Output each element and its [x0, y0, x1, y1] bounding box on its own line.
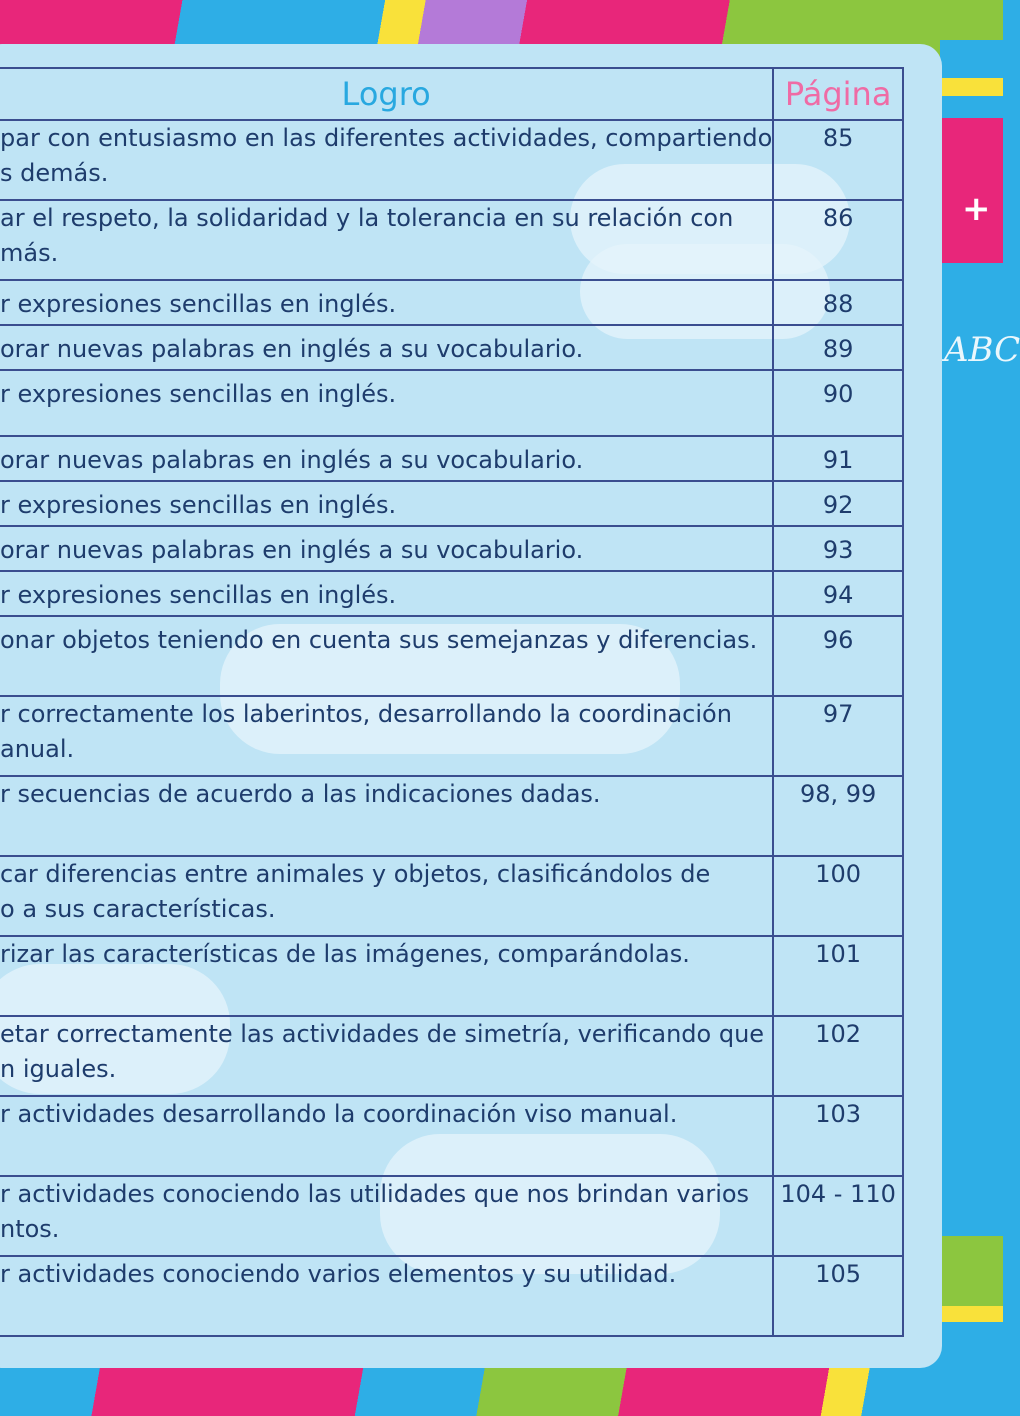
logro-cell: r secuencias de acuerdo a las indicaciones dadas.: [0, 776, 773, 856]
logro-cell: r actividades conociendo varios elementos y su utilidad.: [0, 1256, 773, 1336]
logro-cell: onar objetos teniendo en cuenta sus semejanzas y diferencias.: [0, 616, 773, 696]
logro-cell: r expresiones sencillas en inglés.: [0, 481, 773, 526]
table-row: [0, 120, 903, 200]
page-cell: 85: [773, 120, 903, 200]
table-row: [0, 280, 903, 325]
logro-cell: orar nuevas palabras en inglés a su vocabulario.: [0, 526, 773, 571]
table-row: [0, 1256, 903, 1336]
logro-cell: r actividades desarrollando la coordinación viso manual.: [0, 1096, 773, 1176]
page-cell: 86: [773, 200, 903, 280]
table-row: [0, 571, 903, 616]
logro-cell: par con entusiasmo en las diferentes actividades, compartiendo s demás.: [0, 120, 773, 200]
logro-cell: r expresiones sencillas en inglés.: [0, 571, 773, 616]
logro-cell: r expresiones sencillas en inglés.: [0, 370, 773, 436]
page-cell: 98, 99: [773, 776, 903, 856]
page-cell: 103: [773, 1096, 903, 1176]
abc-doodle-icon: ABC: [944, 330, 1020, 370]
table-header-row: [0, 68, 903, 120]
column-header-pagina: Página: [773, 68, 903, 120]
table-row: [0, 616, 903, 696]
page-cell: 94: [773, 571, 903, 616]
logro-cell: orar nuevas palabras en inglés a su vocabulario.: [0, 436, 773, 481]
table-row: [0, 1096, 903, 1176]
table-row: [0, 856, 903, 936]
page-cell: 88: [773, 280, 903, 325]
logro-cell: etar correctamente las actividades de simetría, verificando que n iguales.: [0, 1016, 773, 1096]
table-row: [0, 776, 903, 856]
logro-cell: car diferencias entre animales y objetos, clasificándolos de o a sus características.: [0, 856, 773, 936]
page-cell: 104 - 110: [773, 1176, 903, 1256]
page-cell: 97: [773, 696, 903, 776]
table-row: [0, 696, 903, 776]
page-cell: 102: [773, 1016, 903, 1096]
table-row: [0, 1016, 903, 1096]
table-row: [0, 526, 903, 571]
plus-icon: +: [962, 189, 991, 229]
table-row: [0, 200, 903, 280]
page-cell: 91: [773, 436, 903, 481]
table-row: [0, 481, 903, 526]
page-cell: 92: [773, 481, 903, 526]
logro-cell: r correctamente los laberintos, desarrollando la coordinación anual.: [0, 696, 773, 776]
bottom-border-band: [0, 1360, 1003, 1416]
table-row: [0, 936, 903, 1016]
table-row: [0, 436, 903, 481]
right-green-stripe: [940, 1236, 1003, 1306]
logro-cell: r expresiones sencillas en inglés.: [0, 280, 773, 325]
table-row: [0, 370, 903, 436]
page-cell: 89: [773, 325, 903, 370]
achievements-table: [0, 67, 904, 1337]
page-cell: 96: [773, 616, 903, 696]
table-row: [0, 1176, 903, 1256]
page-cell: 93: [773, 526, 903, 571]
table-row: [0, 325, 903, 370]
page-cell: 101: [773, 936, 903, 1016]
column-header-logro: Logro: [0, 68, 773, 120]
logro-cell: orar nuevas palabras en inglés a su vocabulario.: [0, 325, 773, 370]
logro-cell: r actividades conociendo las utilidades que nos brindan varios ntos.: [0, 1176, 773, 1256]
right-yellow-stripe-2: [940, 1306, 1003, 1322]
logro-cell: rizar las características de las imágenes, comparándolas.: [0, 936, 773, 1016]
page-cell: 90: [773, 370, 903, 436]
page-cell: 100: [773, 856, 903, 936]
page-cell: 105: [773, 1256, 903, 1336]
logro-cell: ar el respeto, la solidaridad y la tolerancia en su relación con más.: [0, 200, 773, 280]
right-yellow-stripe: [940, 78, 1003, 96]
